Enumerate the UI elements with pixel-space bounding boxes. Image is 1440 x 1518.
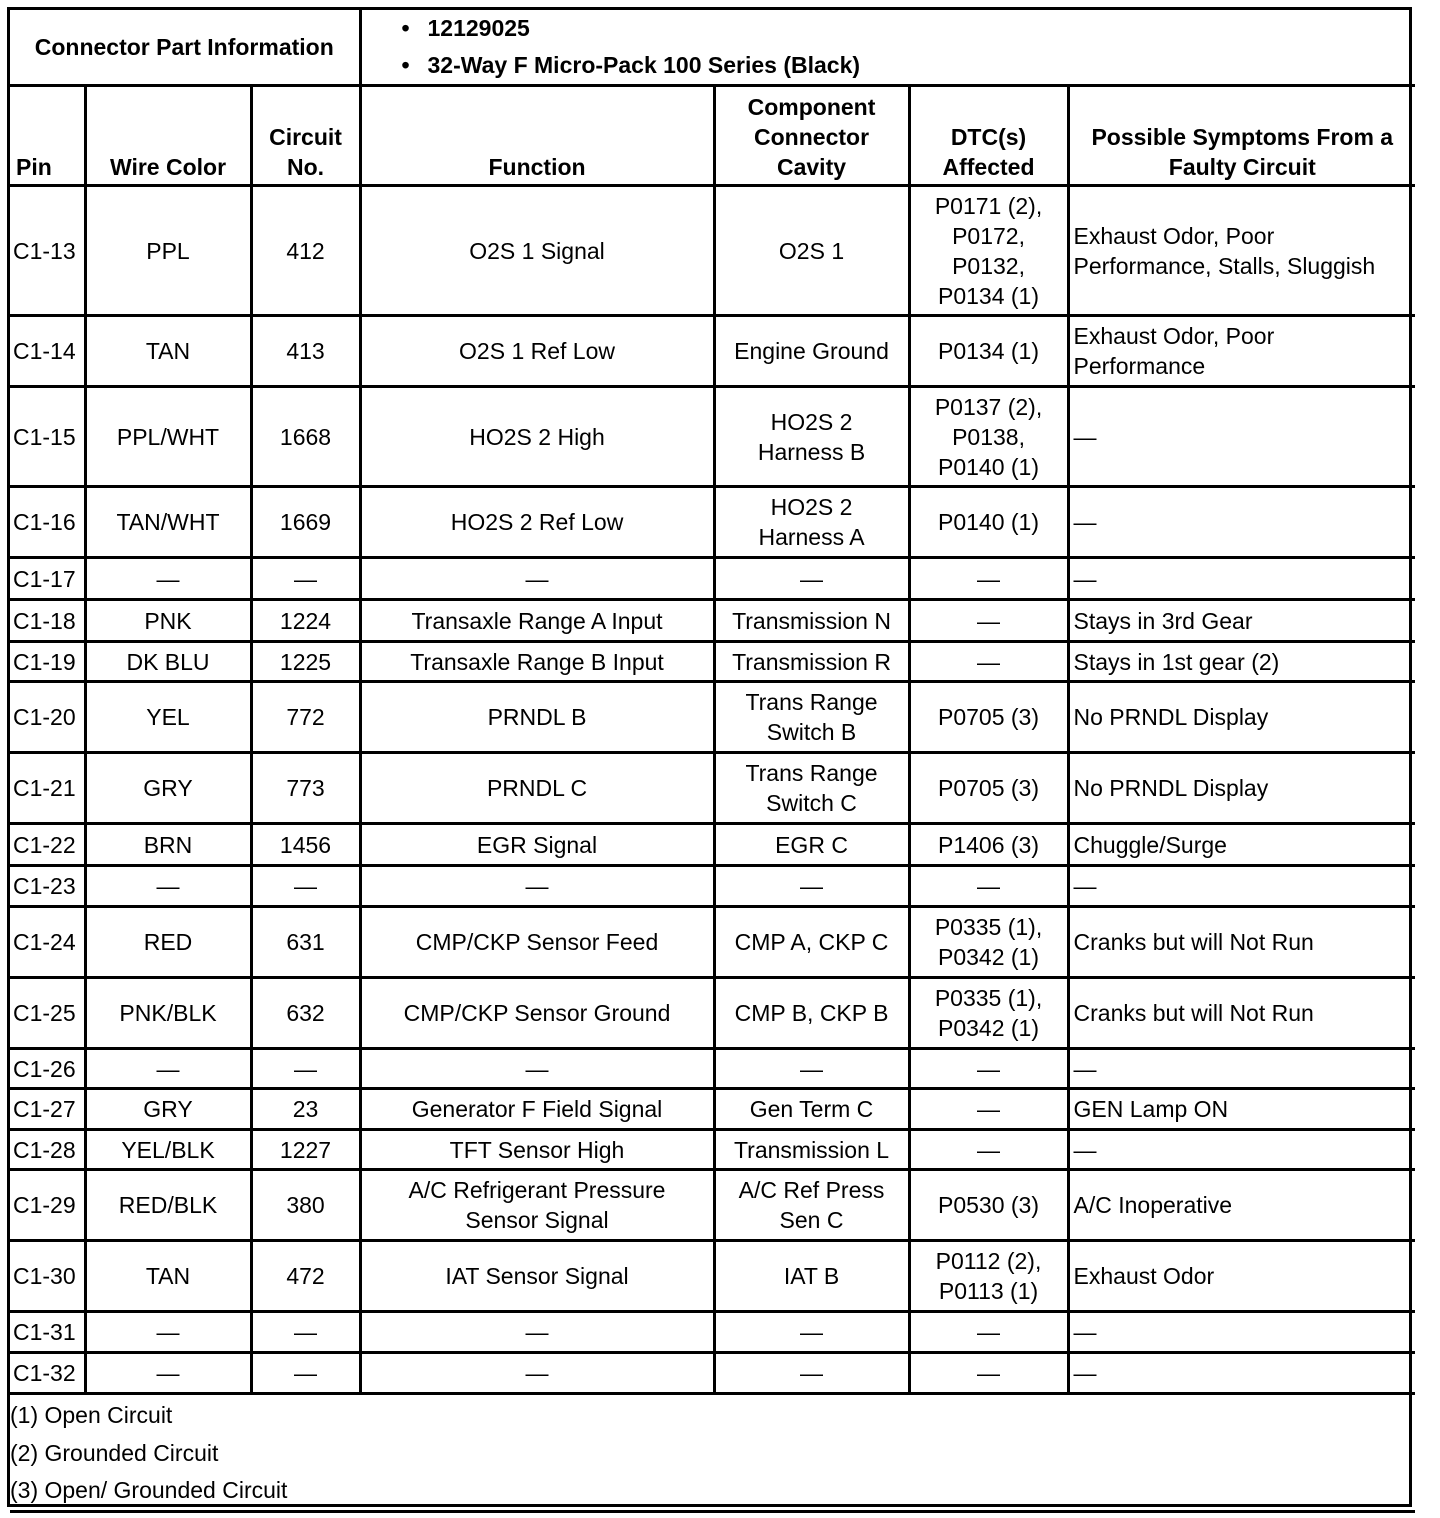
wire-color-cell: PPL/WHT <box>85 387 251 487</box>
dtc-cell: P0335 (1), P0342 (1) <box>909 978 1068 1049</box>
wire-color-cell: RED/BLK <box>85 1170 251 1241</box>
cavity-cell: HO2S 2 Harness B <box>714 387 909 487</box>
cavity-cell: IAT B <box>714 1241 909 1312</box>
header-dtc: DTC(s) Affected <box>909 86 1068 186</box>
wire-color-cell: — <box>85 1312 251 1353</box>
symptoms-cell: — <box>1068 387 1415 487</box>
cavity-cell: EGR C <box>714 824 909 866</box>
dtc-cell: P0134 (1) <box>909 316 1068 387</box>
circuit-no-cell: 632 <box>251 978 360 1049</box>
function-cell: CMP/CKP Sensor Feed <box>360 907 714 978</box>
table-row <box>10 487 1415 558</box>
cavity-cell: — <box>714 866 909 907</box>
circuit-no-cell: 413 <box>251 316 360 387</box>
circuit-no-cell: 1456 <box>251 824 360 866</box>
dtc-cell: P0140 (1) <box>909 487 1068 558</box>
function-cell: Transaxle Range A Input <box>360 600 714 642</box>
connector-part-number: • 12129025 <box>402 10 1411 47</box>
connector-description: • 32-Way F Micro-Pack 100 Series (Black) <box>402 47 1411 84</box>
pin-cell: C1-30 <box>10 1241 85 1312</box>
cavity-cell: — <box>714 1049 909 1089</box>
symptoms-cell: Stays in 1st gear (2) <box>1068 642 1415 682</box>
dtc-cell: — <box>909 1312 1068 1353</box>
symptoms-cell: — <box>1068 1130 1415 1170</box>
table-row <box>10 824 1415 866</box>
footnote-2: (2) Grounded Circuit <box>10 1439 219 1466</box>
dtc-cell: — <box>909 642 1068 682</box>
table-row <box>10 1170 1415 1241</box>
symptoms-cell: Stays in 3rd Gear <box>1068 600 1415 642</box>
dtc-cell: P1406 (3) <box>909 824 1068 866</box>
table-row <box>10 316 1415 387</box>
circuit-no-cell: — <box>251 1049 360 1089</box>
circuit-no-cell: 773 <box>251 753 360 824</box>
pin-cell: C1-31 <box>10 1312 85 1353</box>
dtc-cell: — <box>909 558 1068 600</box>
symptoms-cell: GEN Lamp ON <box>1068 1089 1415 1130</box>
circuit-no-cell: 631 <box>251 907 360 978</box>
circuit-no-cell: 1224 <box>251 600 360 642</box>
function-cell: HO2S 2 Ref Low <box>360 487 714 558</box>
function-cell: — <box>360 1049 714 1089</box>
table-row <box>10 978 1415 1049</box>
pin-cell: C1-19 <box>10 642 85 682</box>
function-cell: O2S 1 Signal <box>360 186 714 316</box>
pin-cell: C1-18 <box>10 600 85 642</box>
table-row <box>10 1089 1415 1130</box>
circuit-no-cell: 1227 <box>251 1130 360 1170</box>
function-cell: EGR Signal <box>360 824 714 866</box>
table-row <box>10 558 1415 600</box>
wire-color-cell: TAN <box>85 316 251 387</box>
cavity-cell: A/C Ref Press Sen C <box>714 1170 909 1241</box>
pin-cell: C1-20 <box>10 682 85 753</box>
table-row <box>10 387 1415 487</box>
pin-cell: C1-27 <box>10 1089 85 1130</box>
table-row <box>10 907 1415 978</box>
pin-cell: C1-17 <box>10 558 85 600</box>
pin-cell: C1-13 <box>10 186 85 316</box>
wire-color-cell: RED <box>85 907 251 978</box>
wire-color-cell: DK BLU <box>85 642 251 682</box>
table-row <box>10 1241 1415 1312</box>
dtc-cell: P0112 (2), P0113 (1) <box>909 1241 1068 1312</box>
symptoms-cell: — <box>1068 558 1415 600</box>
pin-cell: C1-16 <box>10 487 85 558</box>
connector-pinout-table <box>7 7 1412 1507</box>
function-cell: — <box>360 866 714 907</box>
pin-cell: C1-32 <box>10 1353 85 1394</box>
table-row <box>10 866 1415 907</box>
function-cell: TFT Sensor High <box>360 1130 714 1170</box>
symptoms-cell: — <box>1068 1049 1415 1089</box>
wire-color-cell: BRN <box>85 824 251 866</box>
table-row <box>10 1130 1415 1170</box>
symptoms-cell: — <box>1068 1312 1415 1353</box>
footnotes <box>10 1394 1415 1512</box>
symptoms-cell: — <box>1068 487 1415 558</box>
connector-info-list <box>360 10 1415 86</box>
circuit-no-cell: 412 <box>251 186 360 316</box>
pin-cell: C1-22 <box>10 824 85 866</box>
cavity-cell: CMP A, CKP C <box>714 907 909 978</box>
circuit-no-cell: 1668 <box>251 387 360 487</box>
header-cavity: Component Connector Cavity <box>714 86 909 186</box>
dtc-cell: P0705 (3) <box>909 682 1068 753</box>
symptoms-cell: Cranks but will Not Run <box>1068 978 1415 1049</box>
cavity-cell: Engine Ground <box>714 316 909 387</box>
cavity-cell: O2S 1 <box>714 186 909 316</box>
circuit-no-cell: 1669 <box>251 487 360 558</box>
dtc-cell: — <box>909 1353 1068 1394</box>
pin-cell: C1-15 <box>10 387 85 487</box>
circuit-no-cell: — <box>251 558 360 600</box>
table-row <box>10 186 1415 316</box>
cavity-cell: — <box>714 1312 909 1353</box>
function-cell: O2S 1 Ref Low <box>360 316 714 387</box>
header-circuit-no: Circuit No. <box>251 86 360 186</box>
wire-color-cell: YEL/BLK <box>85 1130 251 1170</box>
wire-color-cell: TAN <box>85 1241 251 1312</box>
footnote-3: (3) Open/ Grounded Circuit <box>10 1477 288 1503</box>
cavity-cell: HO2S 2 Harness A <box>714 487 909 558</box>
pinout-grid <box>10 10 1415 1513</box>
wire-color-cell: PNK/BLK <box>85 978 251 1049</box>
column-header-row <box>10 86 1415 186</box>
symptoms-cell: Exhaust Odor, Poor Performance <box>1068 316 1415 387</box>
wire-color-cell: GRY <box>85 1089 251 1130</box>
cavity-cell: Trans Range Switch C <box>714 753 909 824</box>
pin-cell: C1-25 <box>10 978 85 1049</box>
function-cell: — <box>360 558 714 600</box>
function-cell: Transaxle Range B Input <box>360 642 714 682</box>
symptoms-cell: Cranks but will Not Run <box>1068 907 1415 978</box>
dtc-cell: — <box>909 1130 1068 1170</box>
dtc-cell: — <box>909 600 1068 642</box>
cavity-cell: — <box>714 558 909 600</box>
table-row <box>10 1049 1415 1089</box>
dtc-cell: P0705 (3) <box>909 753 1068 824</box>
wire-color-cell: GRY <box>85 753 251 824</box>
wire-color-cell: TAN/WHT <box>85 487 251 558</box>
table-row <box>10 1312 1415 1353</box>
wire-color-cell: — <box>85 866 251 907</box>
pin-cell: C1-28 <box>10 1130 85 1170</box>
pin-cell: C1-24 <box>10 907 85 978</box>
symptoms-cell: No PRNDL Display <box>1068 753 1415 824</box>
function-cell: PRNDL C <box>360 753 714 824</box>
connector-info-label: Connector Part Information <box>10 10 360 86</box>
wire-color-cell: — <box>85 1353 251 1394</box>
function-cell: A/C Refrigerant Pressure Sensor Signal <box>360 1170 714 1241</box>
wire-color-cell: — <box>85 1049 251 1089</box>
wire-color-cell: PNK <box>85 600 251 642</box>
function-cell: HO2S 2 High <box>360 387 714 487</box>
wire-color-cell: — <box>85 558 251 600</box>
table-row <box>10 682 1415 753</box>
function-cell: Generator F Field Signal <box>360 1089 714 1130</box>
pin-cell: C1-14 <box>10 316 85 387</box>
wire-color-cell: YEL <box>85 682 251 753</box>
circuit-no-cell: 772 <box>251 682 360 753</box>
circuit-no-cell: — <box>251 866 360 907</box>
header-symptoms: Possible Symptoms From a Faulty Circuit <box>1068 86 1415 186</box>
dtc-cell: P0171 (2), P0172, P0132, P0134 (1) <box>909 186 1068 316</box>
function-cell: — <box>360 1353 714 1394</box>
function-cell: PRNDL B <box>360 682 714 753</box>
circuit-no-cell: 23 <box>251 1089 360 1130</box>
symptoms-cell: A/C Inoperative <box>1068 1170 1415 1241</box>
table-row <box>10 753 1415 824</box>
pin-cell: C1-23 <box>10 866 85 907</box>
symptoms-cell: Exhaust Odor <box>1068 1241 1415 1312</box>
table-row <box>10 1353 1415 1394</box>
cavity-cell: — <box>714 1353 909 1394</box>
dtc-cell: P0137 (2), P0138, P0140 (1) <box>909 387 1068 487</box>
dtc-cell: P0335 (1), P0342 (1) <box>909 907 1068 978</box>
cavity-cell: Transmission L <box>714 1130 909 1170</box>
circuit-no-cell: 380 <box>251 1170 360 1241</box>
symptoms-cell: No PRNDL Display <box>1068 682 1415 753</box>
pinout-rows <box>10 186 1415 1394</box>
table-row <box>10 600 1415 642</box>
header-wire-color: Wire Color <box>85 86 251 186</box>
table-row <box>10 642 1415 682</box>
symptoms-cell: Exhaust Odor, Poor Performance, Stalls, Sluggish <box>1068 186 1415 316</box>
wire-color-cell: PPL <box>85 186 251 316</box>
dtc-cell: — <box>909 1049 1068 1089</box>
cavity-cell: Trans Range Switch B <box>714 682 909 753</box>
header-pin: Pin <box>10 86 85 186</box>
symptoms-cell: — <box>1068 866 1415 907</box>
dtc-cell: — <box>909 1089 1068 1130</box>
function-cell: — <box>360 1312 714 1353</box>
symptoms-cell: Chuggle/Surge <box>1068 824 1415 866</box>
dtc-cell: — <box>909 866 1068 907</box>
function-cell: CMP/CKP Sensor Ground <box>360 978 714 1049</box>
cavity-cell: Gen Term C <box>714 1089 909 1130</box>
pin-cell: C1-29 <box>10 1170 85 1241</box>
circuit-no-cell: 472 <box>251 1241 360 1312</box>
footnote-1: (1) Open Circuit <box>10 1402 173 1428</box>
symptoms-cell: — <box>1068 1353 1415 1394</box>
circuit-no-cell: — <box>251 1312 360 1353</box>
circuit-no-cell: — <box>251 1353 360 1394</box>
cavity-cell: Transmission N <box>714 600 909 642</box>
pin-cell: C1-26 <box>10 1049 85 1089</box>
cavity-cell: CMP B, CKP B <box>714 978 909 1049</box>
pin-cell: C1-21 <box>10 753 85 824</box>
circuit-no-cell: 1225 <box>251 642 360 682</box>
cavity-cell: Transmission R <box>714 642 909 682</box>
function-cell: IAT Sensor Signal <box>360 1241 714 1312</box>
header-function: Function <box>360 86 714 186</box>
dtc-cell: P0530 (3) <box>909 1170 1068 1241</box>
